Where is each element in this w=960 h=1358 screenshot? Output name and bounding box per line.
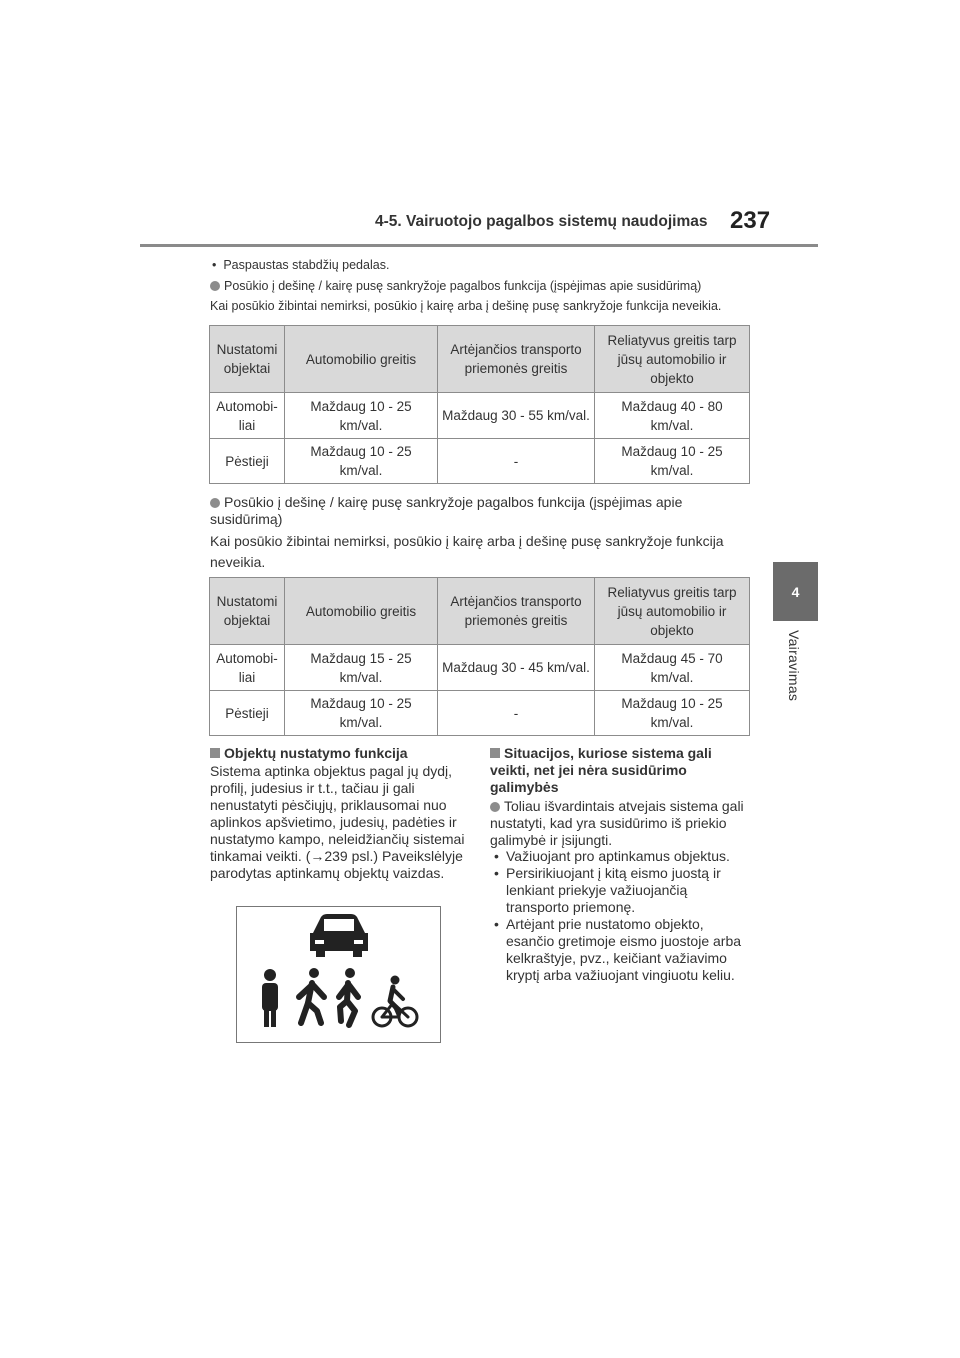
list-item: • Artėjant prie nustatomo objekto, esančio gretimoje eismo juostoje arba kelkraštyje, pvz., keičiant važiavimo kryptį arba važiuojant vingiuotu keliu. — [494, 916, 752, 984]
table-cell: Maždaug 10 - 25 km/val. — [285, 439, 438, 484]
header-cell: Nustatomi objektai — [210, 326, 285, 393]
pedestrian-icon — [262, 969, 278, 1027]
brake-note-item: • Paspaustas stabdžių pedalas. — [212, 258, 390, 272]
table-cell: Maždaug 30 - 45 km/val. — [438, 645, 595, 691]
page-number: 237 — [730, 207, 771, 234]
table-cell: - — [438, 439, 595, 484]
running-pedestrian-icon — [339, 968, 358, 1025]
list-item: • Važiuojant pro aptinkamus objektus. — [494, 848, 730, 864]
bullet-icon — [210, 498, 220, 508]
feature1-note: Kai posūkio žibintai nemirksi, posūkio į kairę arba į dešinę pusę sankryžoje funkcija neveikia. — [210, 299, 722, 313]
bullet-icon — [210, 281, 220, 291]
list-item-text: Važiuojant pro aptinkamus objektus. — [506, 848, 730, 864]
table-row — [210, 393, 750, 439]
table-cell: Maždaug 40 - 80 km/val. — [595, 393, 750, 439]
detected-objects-figure — [236, 906, 441, 1043]
feature1-title-text: Posūkio į dešinę / kairę pusę sankryžoje pagalbos funkcija (įspėjimas apie susidūrimą) — [224, 279, 702, 293]
header-cell: Automobilio greitis — [285, 326, 438, 393]
table-cell: Maždaug 15 - 25 km/val. — [285, 645, 438, 691]
speed-table-2 — [209, 577, 750, 736]
table-header-row — [210, 578, 750, 645]
table-cell: Automobi-liai — [210, 393, 285, 439]
left-heading-text: Objektų nustatymo funkcija — [224, 745, 408, 761]
header-cell: Nustatomi objektai — [210, 578, 285, 645]
header-divider — [140, 244, 818, 247]
square-bullet-icon — [490, 748, 500, 758]
table-cell: Maždaug 10 - 25 km/val. — [285, 393, 438, 439]
feature2-title — [210, 494, 745, 528]
feature2-title-text: Posūkio į dešinę / kairę pusę sankryžoje pagalbos funkcija (įspėjimas apie susidūrimą) — [210, 494, 683, 527]
header-cell: Artėjančios transporto priemonės greitis — [438, 326, 595, 393]
table-cell: - — [438, 691, 595, 736]
list-item-text: Artėjant prie nustatomo objekto, esančio gretimoje eismo juostoje arba kelkraštyje, pvz., keičiant važiavimo kryptį arba važiuojant vingiuotu keliu. — [506, 916, 742, 983]
header-cell: Reliatyvus greitis tarp jūsų automobilio ir objekto — [595, 578, 750, 645]
list-item-text: Persirikiuojant į kitą eismo juostą ir lenkiant priekyje važiuojančią transporto priemonę. — [506, 865, 721, 915]
header-cell: Artėjančios transporto priemonės greitis — [438, 578, 595, 645]
speed-table-1 — [209, 325, 750, 484]
left-heading — [210, 745, 408, 762]
table-cell: Pėstieji — [210, 691, 285, 736]
table-row — [210, 691, 750, 736]
square-bullet-icon — [210, 748, 220, 758]
right-intro — [490, 798, 748, 849]
car-icon — [310, 914, 368, 957]
table-cell: Automobi-liai — [210, 645, 285, 691]
header-cell: Reliatyvus greitis tarp jūsų automobilio ir objekto — [595, 326, 750, 393]
table-cell: Maždaug 10 - 25 km/val. — [285, 691, 438, 736]
table-cell: Maždaug 30 - 55 km/val. — [438, 393, 595, 439]
table-cell: Maždaug 10 - 25 km/val. — [595, 439, 750, 484]
header-cell: Automobilio greitis — [285, 578, 438, 645]
table-cell: Pėstieji — [210, 439, 285, 484]
feature2-note: Kai posūkio žibintai nemirksi, posūkio į kairę arba į dešinę pusę sankryžoje funkcija neveikia. — [210, 533, 724, 570]
table-row — [210, 439, 750, 484]
cyclist-icon — [373, 976, 417, 1027]
feature1-title — [210, 279, 770, 293]
brake-note-text: Paspaustas stabdžių pedalas. — [223, 258, 390, 272]
section-title: 4-5. Vairuotojo pagalbos sistemų naudojimas — [375, 213, 708, 230]
table-row — [210, 645, 750, 691]
figure-svg — [237, 907, 442, 1044]
left-paragraph: Sistema aptinka objektus pagal jų dydį, profilį, judesius ir t.t., tačiau ji gali nenustatyti pėsčiųjų, priklausomai nuo aplinkos apšvietimo, judesių, padėties ir nustatymo kampo, neleidžiančių sistemai tinkamai veikti. (→239 psl.) Paveikslėlyje parodytas aptinkamų objektų vaizdas. — [210, 763, 465, 881]
right-list — [494, 848, 752, 984]
chapter-label: Vairavimas — [786, 630, 802, 702]
right-intro-text: Toliau išvardintais atvejais sistema gali nustatyti, kad yra susidūrimo iš priekio galimybė ir įsijungti. — [490, 798, 744, 848]
chapter-tab: 4 — [773, 562, 818, 621]
table-cell: Maždaug 10 - 25 km/val. — [595, 691, 750, 736]
list-item: • Persirikiuojant į kitą eismo juostą ir lenkiant priekyje važiuojančią transporto priemonę. — [494, 865, 752, 916]
table-header-row — [210, 326, 750, 393]
right-heading — [490, 745, 750, 796]
walking-pedestrian-icon — [299, 968, 324, 1023]
table-cell: Maždaug 45 - 70 km/val. — [595, 645, 750, 691]
bullet-icon — [490, 802, 500, 812]
right-heading-text: Situacijos, kuriose sistema gali veikti, net jei nėra susidūrimo galimybės — [490, 745, 712, 795]
